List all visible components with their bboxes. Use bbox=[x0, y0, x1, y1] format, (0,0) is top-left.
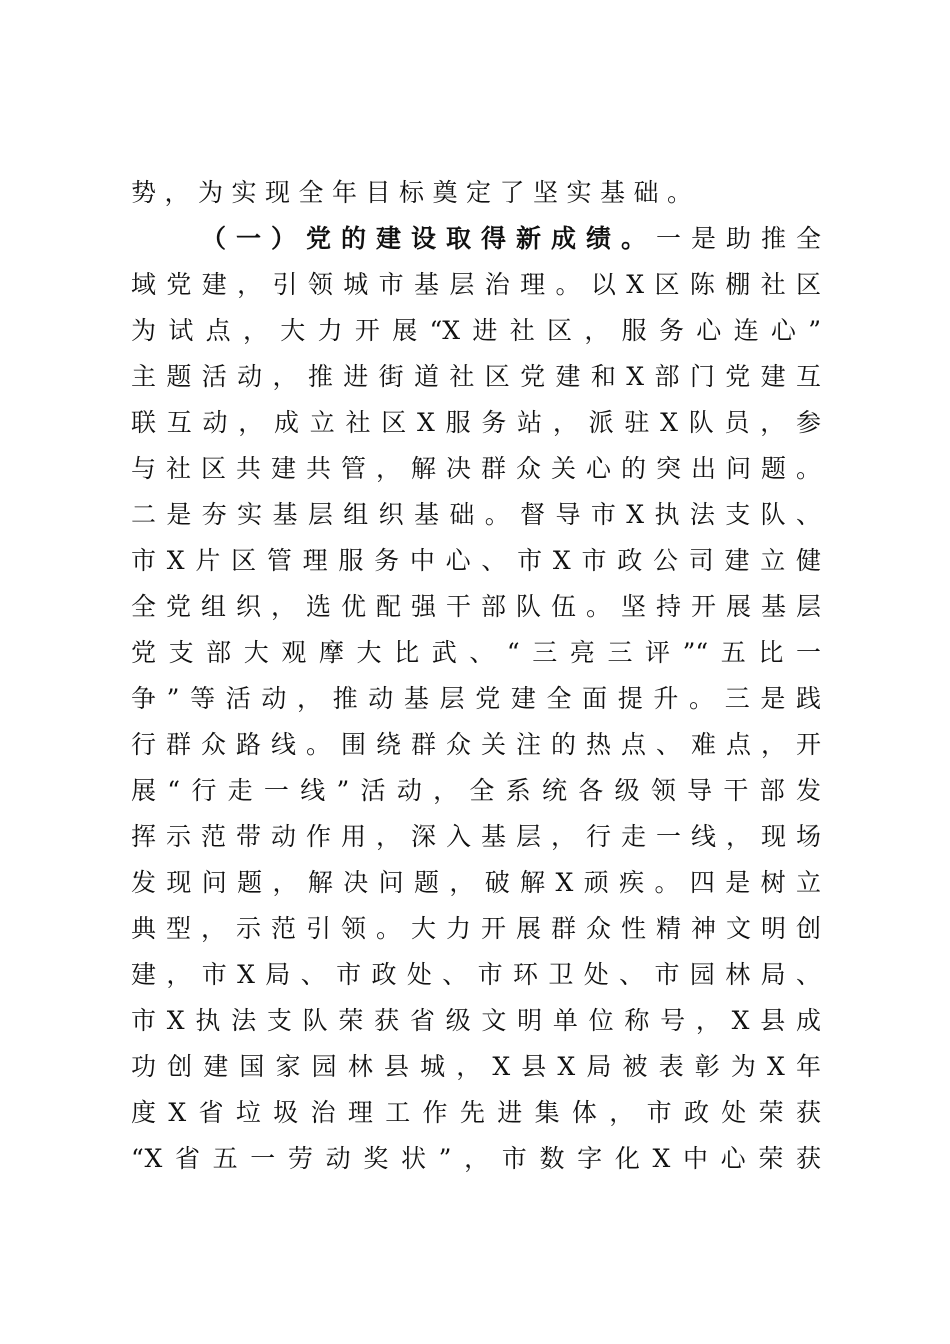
text-line: 挥示范带动作用，深入基层，行走一线，现场 bbox=[131, 822, 821, 851]
text-line: 联互动，成立社区X服务站，派驻X队员，参 bbox=[131, 408, 821, 437]
text-line: 二是夯实基层组织基础。督导市X执法支队、 bbox=[131, 500, 821, 529]
text-line: 争”等活动，推动基层党建全面提升。三是践 bbox=[131, 684, 821, 713]
paragraph-first-line bbox=[131, 216, 821, 262]
body-text bbox=[131, 170, 821, 1182]
text-line: 与社区共建共管，解决群众关心的突出问题。 bbox=[131, 454, 821, 483]
text-line: 党支部大观摩大比武、“三亮三评”“五比一 bbox=[131, 638, 821, 667]
text-line: 发现问题，解决问题，破解X顽疾。四是树立 bbox=[131, 868, 821, 897]
text-line: 建，市X局、市政处、市环卫处、市园林局、 bbox=[131, 960, 821, 989]
text-line: 度X省垃圾治理工作先进集体，市政处荣获 bbox=[131, 1098, 821, 1127]
text-line: 市X片区管理服务中心、市X市政公司建立健 bbox=[131, 546, 821, 575]
text-run: 一是助推全 bbox=[655, 224, 821, 253]
text-line: 为试点，大力开展“X进社区，服务心连心” bbox=[131, 316, 821, 345]
text-line: 行群众路线。围绕群众关注的热点、难点，开 bbox=[131, 730, 821, 759]
text-line: 展“行走一线”活动，全系统各级领导干部发 bbox=[131, 776, 821, 805]
text-line: 典型，示范引领。大力开展群众性精神文明创 bbox=[131, 914, 821, 943]
text-line: 市X执法支队荣获省级文明单位称号，X县成 bbox=[131, 1006, 821, 1035]
section-heading: （一）党的建设取得新成绩。 bbox=[201, 224, 656, 253]
text-line: 功创建国家园林县城，X县X局被表彰为X年 bbox=[131, 1052, 821, 1081]
text-line: 全党组织，选优配强干部队伍。坚持开展基层 bbox=[131, 592, 821, 621]
text-line: “X省五一劳动奖状”，市数字化X中心荣获 bbox=[131, 1144, 821, 1173]
text-line: 域党建，引领城市基层治理。以X区陈棚社区 bbox=[131, 270, 821, 299]
text-line: 主题活动，推进街道社区党建和X部门党建互 bbox=[131, 362, 821, 391]
text-line: 势，为实现全年目标奠定了坚实基础。 bbox=[131, 178, 701, 207]
